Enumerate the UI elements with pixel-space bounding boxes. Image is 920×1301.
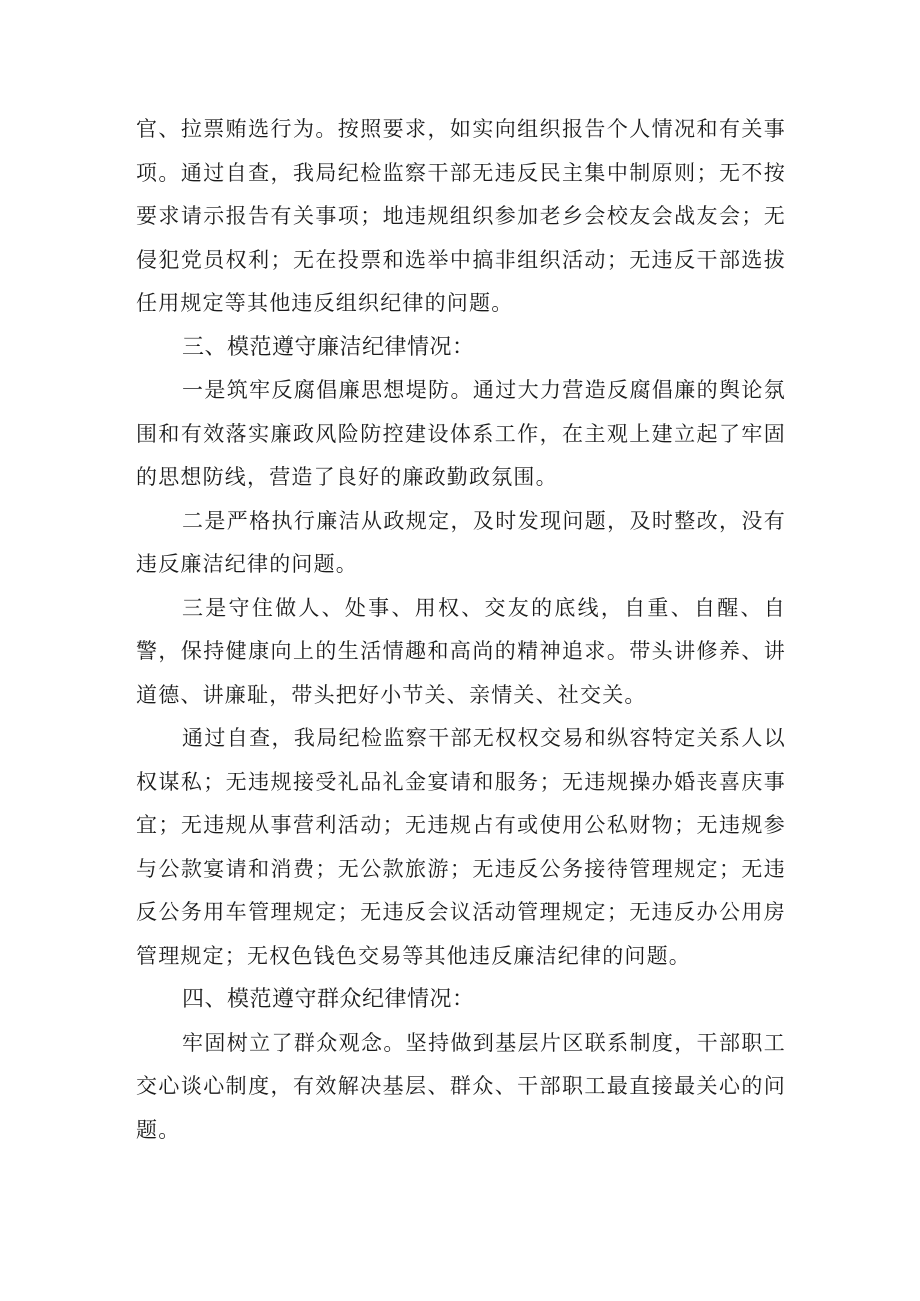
- paragraph-mass-perspective: 牢固树立了群众观念。坚持做到基层片区联系制度，干部职工交心谈心制度，有效解决基层、群众、干部职工最直接最关心的问题。: [136, 1030, 786, 1142]
- paragraph-organization-discipline-continued: 官、拉票贿选行为。按照要求，如实向组织报告个人情况和有关事项。通过自查，我局纪检监察干部无违反民主集中制原则；无不按要求请示报告有关事项；地违规组织参加老乡会校友会战友会；无侵犯党员权利；无在投票和选举中搞非组织活动；无违反干部选拔任用规定等其他违反组织纪律的问题。: [136, 117, 786, 315]
- paragraph-anti-corruption-defense: 一是筑牢反腐倡廉思想堤防。通过大力营造反腐倡廉的舆论氛围和有效落实廉政风险防控建设体系工作，在主观上建立起了牢固的思想防线，营造了良好的廉政勤政氛围。: [136, 378, 786, 489]
- paragraph-integrity-regulations: 二是严格执行廉洁从政规定，及时发现问题，及时整改，没有违反廉洁纪律的问题。: [136, 508, 786, 576]
- section-heading-integrity-discipline: 三、模范遵守廉洁纪律情况：: [182, 334, 475, 360]
- document-body: [136, 108, 786, 1152]
- paragraph-self-inspection-integrity: 通过自查，我局纪检监察干部无权权交易和纵容特定关系人以权谋私；无违规接受礼品礼金宴请和服务；无违规操办婚丧喜庆事宜；无违规从事营利活动；无违规占有或使用公私财物；无违规参与公款宴请和消费；无公款旅游；无违反公务接待管理规定；无违反公务用车管理规定；无违反会议活动管理规定；无违反办公用房管理规定；无权色钱色交易等其他违反廉洁纪律的问题。: [136, 726, 786, 968]
- paragraph-personal-bottom-line: 三是守住做人、处事、用权、交友的底线，自重、自醒、自警，保持健康向上的生活情趣和高尚的精神追求。带头讲修养、讲道德、讲廉耻，带头把好小节关、亲情关、社交关。: [136, 595, 786, 707]
- section-heading-mass-discipline: 四、模范遵守群众纪律情况：: [182, 987, 475, 1012]
